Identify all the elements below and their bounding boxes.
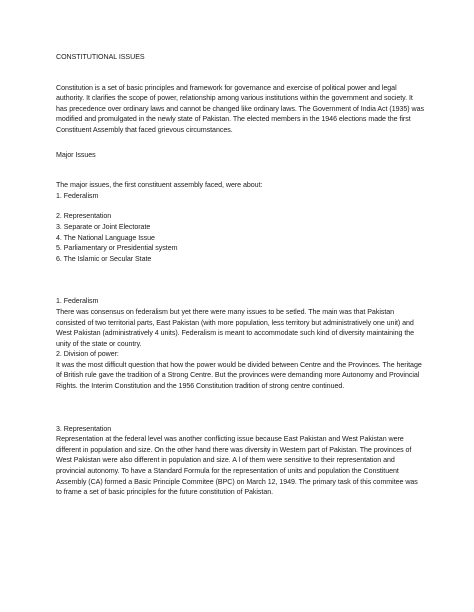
document-title: CONSTITUTIONAL ISSUES (56, 53, 145, 61)
spacer (56, 392, 424, 424)
spacer (56, 201, 424, 211)
issues-list (56, 211, 424, 264)
issues-list-item: 3. Separate or Joint Electorate (56, 222, 151, 231)
issues-list-item: 1. Federalism (56, 191, 99, 200)
section-body-division-of-power: It was the most difficult question that how the power would be divided between Centre and the Provinces. The heritage of British rule gave the tradition of a Strong Centre. But the provinces were demanding more Autonomy and Provincial Rights. the Interim Constitution and the 1956 Constitution tradition of strong centre continued. (56, 360, 422, 391)
section-heading-federalism: 1. Federalism (56, 297, 99, 306)
issues-list-item: 5. Parliamentary or Presidential system (56, 244, 178, 253)
intro-paragraph: Constitution is a set of basic principles and framework for governance and exercise of political power and legal authority. It clarifies the scope of power, relationship among various institutions within the government and society. It has precedence over ordinary laws and cannot be changed like ordinary laws. The Government of India Act (1935) was modified and promulgated in the newly state of Pakistan. The elected members in the 1946 elections made the first Constituent Assembly that faced grievous circumstances. (56, 83, 424, 134)
issues-list-item: 2. Representation (56, 212, 112, 221)
major-issues-heading: Major Issues (56, 150, 96, 159)
section-body-representation: Representation at the federal level was another conflicting issue because East Pakistan and West Pakistan were different in population and size. On the other hand there was diversity in Western part of Pakistan. The provinces of West Pakistan were also different in population and size. A l of them were sensitive to their representation and provincial autonomy. To have a Standard Formula for the representation of units and population the Constituent Assembly (CA) formed a Basic Principle Commitee (BPC) on March 12, 1949. The primary task of this commitee was to frame a set of basic principles for the future constitution of Pakistan. (56, 435, 418, 497)
document-content (56, 52, 424, 498)
section-heading-representation: 3. Representation (56, 424, 112, 433)
section-body-federalism: There was consensus on federalism but yet there were many issues to be setled. The main was that Pakistan consisted of two territorial parts, East Pakistan (with more population, less territory but administratively one unit) and West Pakistan (administratively 4 units). Federalism is meant to accommodate such kind of diversity maintaining the unity of the state or country. (56, 307, 415, 348)
issues-intro: The major issues, the first constituent assembly faced, were about: (56, 181, 263, 190)
issues-list-item: 4. The National Language Issue (56, 233, 155, 242)
section-heading-division-of-power: 2. Division of power: (56, 350, 119, 359)
spacer (56, 264, 424, 296)
issues-list-item: 6. The Islamic or Secular State (56, 254, 152, 263)
